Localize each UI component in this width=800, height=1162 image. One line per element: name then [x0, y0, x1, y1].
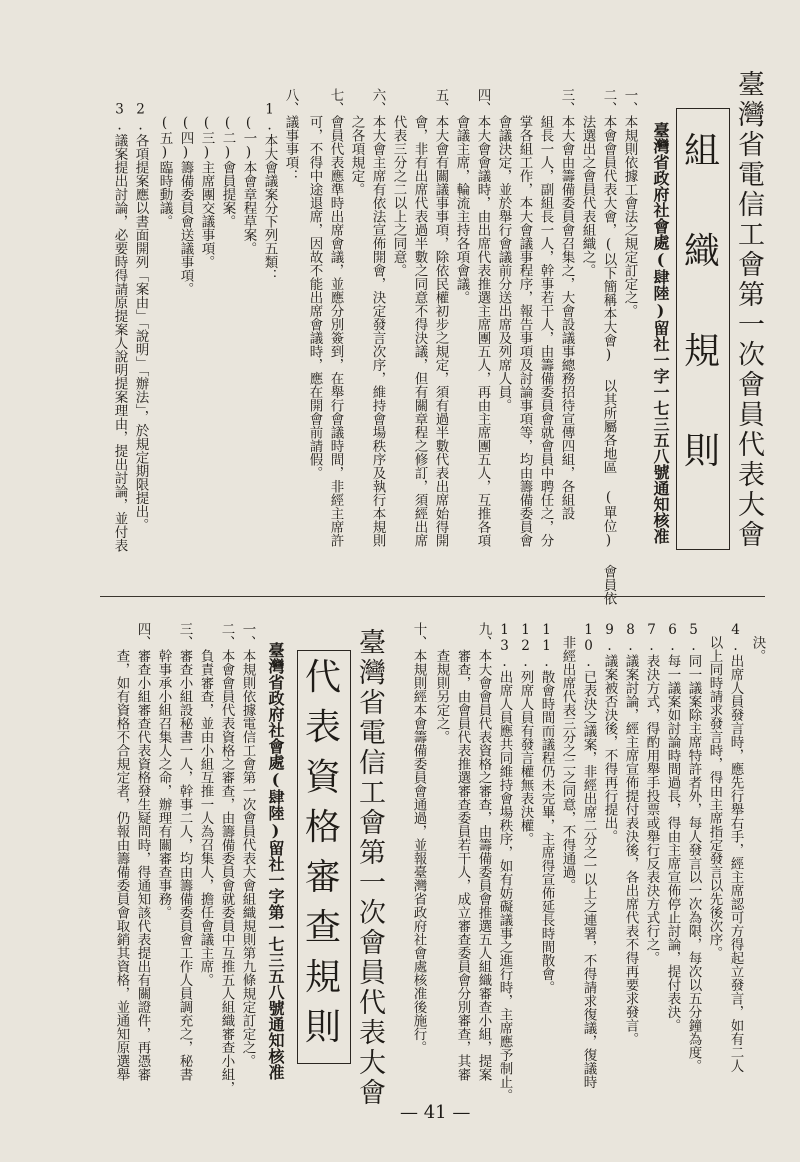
box-char: 織	[683, 231, 720, 272]
box-char: 則	[683, 431, 720, 472]
text-column: 以上同時請求發言時，得由主席指定發言以先後次序。	[706, 622, 723, 960]
text-column: 13.出席人員應共同維持會場秩序，如有妨礙議事之進行時，主席應予制止。	[496, 622, 513, 1102]
text-column: 8.議案討論，經主席宣佈提付表決後，各出席代表不得再要求發言。	[622, 622, 639, 1046]
text-column: 七、會員代表應準時出席會議，並應分別簽到，在舉行會議時間，非經主席許	[327, 88, 344, 547]
text-column: 審查，由會員代表推選審查委員若干人，成立審查委員會分別審查，其審	[454, 622, 471, 1081]
text-column: 三、本大會由籌備委員會召集之，大會設議事總務招待宣傳四組，各組設	[558, 88, 575, 520]
text-column: 可，不得中途退席，因故不能出席會議時，應在開會前請假。	[306, 88, 323, 480]
text-column: 掌各組工作，本大會議事程序，報告事項及討論事項等，均由籌備委員會	[516, 88, 533, 547]
box-char: 代	[304, 657, 341, 698]
text-column: (四)籌備委員會送議事項。	[177, 88, 194, 296]
text-column: 四、審查小組審查代表資格發生疑問時，得通知該代表提出有關證件，再憑審	[134, 622, 151, 1081]
text-column: 2.各項提案應以書面開列「案由」「說明」「辦法」，於規定期限提出。	[132, 88, 149, 532]
text-column: 11.散會時間而議程仍未完畢，主席得宣佈延長時間散會。	[538, 622, 555, 994]
text-column: (一)本會章程草案。	[240, 88, 257, 255]
text-column: 10.已表決之議案，非經出席二分之一以上之連署，不得請求復議，復議時	[580, 622, 597, 1089]
text-column: 7.表決方式，得酌用舉手投票或舉行反表決方式行之。	[643, 622, 660, 965]
text-column: 之各項規定。	[348, 88, 365, 196]
text-column: 八、議事事項：	[282, 88, 299, 183]
section1-title-box	[676, 108, 730, 550]
text-column: 查規則另定之。	[433, 622, 450, 744]
text-column: 非經出席代表三分之二之同意，不得通過。	[559, 622, 576, 892]
text-column: 法選出之會員代表組織之。	[579, 88, 596, 277]
text-column: 一、本規則依據電信工會第一次會員代表大會組織規則第九條規定訂定之。	[239, 622, 256, 1068]
box-char: 組	[683, 131, 720, 172]
text-column: 6.每一議案如討論時間過長，得由主席宣佈停止討論，提付表決。	[664, 622, 681, 1032]
box-char: 審	[304, 857, 341, 898]
text-column: 五、本大會有關議事事項，除依民權初步之規定，須有過半數代表出席始得開	[432, 88, 449, 547]
box-char: 規	[683, 331, 720, 372]
text-column: 四、本大會會議時，由出席代表推選主席團五人，再由主席團五人，互推各項	[474, 88, 491, 547]
text-column: 幹事承小組召集人之命，辦理有關審查事務。	[155, 622, 172, 919]
text-column: 會，非有出席代表過半數之同意不得決議，但有關章程之修訂，須經出席	[411, 88, 428, 547]
section-divider	[100, 596, 765, 597]
text-column: 二、本會會員代表資格之審查，由籌備委員會就委員中互推五人組織審查小組，	[218, 622, 235, 1095]
box-char: 格	[304, 807, 341, 848]
section2-subtitle: 臺灣省政府社會處(肆陸)留社一字第一七三五八號通知核准	[266, 642, 285, 1080]
page-number: — 41 —	[400, 1102, 471, 1123]
box-char: 表	[304, 707, 341, 748]
text-column: (三)主席團交議事項。	[198, 88, 215, 269]
section2-title: 臺灣省電信工會第一次會員代表大會	[354, 628, 385, 1108]
text-column: 9.議案被否決後，不得再行提出。	[601, 622, 618, 843]
box-char: 規	[304, 957, 341, 998]
text-column: (二)會員提案。	[219, 88, 236, 228]
text-column: 負責審查，並由小組互推一人為召集人，擔任會議主席。	[197, 622, 214, 987]
box-char: 則	[304, 1007, 341, 1048]
text-column: 12.列席人員有發言權無表決權。	[517, 622, 534, 846]
text-column: 二、本會會員代表大會，(以下簡稱本大會) 以其所屬各地區 (單位) 會員依	[600, 88, 617, 605]
text-column: 4.出席人員發言時，應先行舉右手，經主席認可方得起立發言，如有二人	[727, 622, 744, 1073]
text-column: 代表三分之二以上之同意。	[390, 88, 407, 277]
text-column: 5.同一議案除主席特許者外，每人發言以一次為限，每次以五分鐘為度。	[685, 622, 702, 1073]
text-column: 十、本規則經本會籌備委員會通過，並報臺灣省政府社會處核准後施行。	[410, 622, 427, 1054]
text-column: 一、本規則依據工會法之規定訂定之。	[621, 88, 638, 318]
text-column: 決。	[749, 622, 766, 663]
section1-subtitle: 臺灣省政府社會處(肆陸)留社一字一七三五八號通知核准	[651, 122, 670, 544]
text-column: 三、審查小組設秘書一人，幹事二人，均由籌備委員會工作人員調充之，秘書	[176, 622, 193, 1081]
text-column: 1.本大會議案分下列五類：	[261, 88, 278, 282]
text-column: (五)臨時動議。	[156, 88, 173, 228]
text-column: 會議決定，並於舉行會議前分送出席及列席人員。	[495, 88, 512, 412]
box-char: 資	[304, 757, 341, 798]
text-column: 六、本大會主席有依法宣佈開會，決定發言次序，維持會場秩序及執行本規則	[369, 88, 386, 547]
section1-title: 臺灣省電信工會第一次會員代表大會	[733, 70, 764, 550]
text-column: 3.議案提出討論，必要時得請原提案人說明提案理由，提出討論，並付表	[111, 88, 128, 552]
box-char: 查	[304, 907, 341, 948]
text-column: 組長一人，副組長一人，幹事若干人，由籌備委員會就會員中聘任之，分	[537, 88, 554, 547]
text-column: 查，如有資格不合規定者，仍報由籌備委員會取銷其資格，並通知原選舉	[113, 622, 130, 1081]
text-column: 九、本大會會員代表資格之審查，由籌備委員會推選五人組織審查小組，提案	[475, 622, 492, 1081]
text-column: 會議主席，輪流主持各項會議。	[453, 88, 470, 304]
